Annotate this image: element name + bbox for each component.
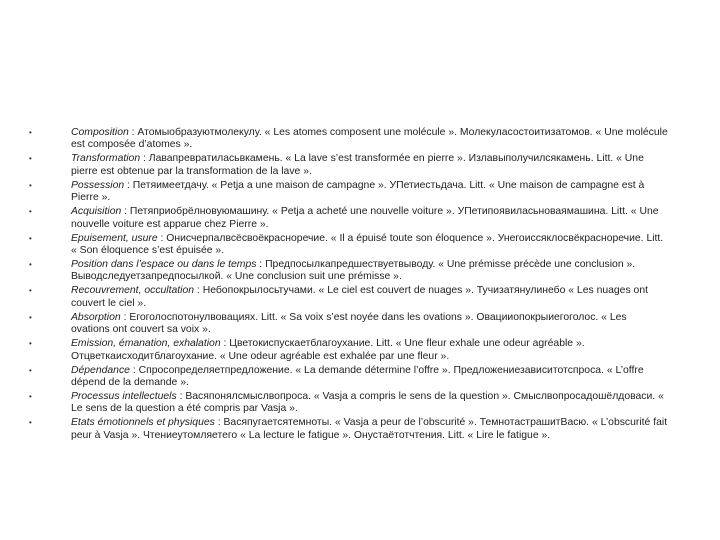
item-text: : Предпосылкапредшествуетвыводу. « Une prémisse précède une conclusion ». Выводследуетзапредпосылкой. « Une conclusion suit une prémisse ». — [71, 259, 636, 283]
item-text: : Онисчерпалвсёсвоёкрасноречие. « Il a épuisé toute son éloquence ». Унегоиссяклосвёкрасноречие. Litt. « Son éloquence s’est épuisée ». — [71, 232, 664, 257]
bullet-icon: • — [29, 365, 32, 375]
list-item — [0, 312, 720, 337]
item-term: Processus intellectuels — [71, 391, 177, 403]
item-text: : Васяпонялсмыслвопроса. « Vasja a compris le sens de la question ». Смыслвопросадошёлдоваси. « Le sens de la question a été compris par Vasja ». — [71, 391, 664, 415]
item-text: : Егоголоспотонулвовациях. Litt. « Sa voix s’est noyée dans les ovations ». Овацииопокрыиегоголос. « Les ovations ont couvert sa voix ». — [71, 311, 627, 336]
list-item — [0, 153, 720, 178]
list-item — [0, 338, 720, 363]
bullet-icon: • — [29, 260, 32, 270]
list-item — [0, 365, 720, 390]
bullet-icon: • — [29, 154, 32, 164]
list-item — [0, 417, 720, 442]
list-item — [0, 259, 720, 284]
bullet-icon: • — [29, 418, 32, 428]
item-term: Possession — [71, 179, 125, 191]
list-item — [0, 285, 720, 310]
item-term: Dépendance — [71, 364, 130, 376]
bullet-icon: • — [29, 286, 32, 296]
bullet-icon: • — [29, 312, 32, 322]
item-term: Acquisition — [71, 206, 122, 218]
item-term: Epuisement, usure — [71, 232, 158, 244]
item-text: : Атомыобразуютмолекулу. « Les atomes composent une molécule ». Молекуласостоитизатомов. « Une molécule est composée d’atomes ». — [71, 127, 668, 151]
bullet-icon: • — [29, 392, 32, 402]
list-item — [0, 180, 720, 205]
item-text: : Цветокиспускаетблагоухание. Litt. « Une fleur exhale une odeur agréable ». Отцветкаисходитблагоухание. « Une odeur agréable est exhalée par une fleur ». — [71, 338, 585, 362]
item-text: : Петяимеетдачу. « Petja a une maison de campagne ». УПетиестьдача. Litt. « Une maison de campagne est à Pierre ». — [71, 179, 645, 204]
list-item — [0, 233, 720, 258]
bullet-icon: • — [29, 233, 32, 243]
item-term: Etats émotionnels et physiques — [71, 417, 215, 429]
item-term: Absorption — [71, 311, 121, 323]
semantic-relations-list — [0, 127, 720, 444]
item-term: Composition — [71, 127, 129, 138]
item-text: : Петяприобрёлновуюмашину. « Petja a acheté une nouvelle voiture ». УПетипоявиласьноваямашина. Litt. « Une nouvelle voiture est apparue chez Pierre ». — [71, 206, 659, 230]
list-item — [0, 206, 720, 231]
item-term: Transformation — [71, 153, 141, 165]
bullet-icon: • — [29, 128, 32, 137]
bullet-icon: • — [29, 339, 32, 349]
item-text: : Лавапревратиласьвкамень. « La lave s’est transformée en pierre ». Излавыполучилсякамень. Litt. « Une pierre est obtenue par la transformation de la lave ». — [71, 153, 644, 177]
item-term: Recouvrement, occultation — [71, 285, 195, 297]
item-text: : Спросопределяетпредложение. « La demande détermine l’offre ». Предложениезависитотспроса. « L’offre dépend de la demande ». — [71, 364, 644, 389]
bullet-icon: • — [29, 207, 32, 217]
item-term: Position dans l’espace ou dans le temps — [71, 259, 257, 271]
item-text: : Небопокрылосьтучами. « Le ciel est couvert de nuages ». Тучизатянулинебо « Les nuages ont couvert le ciel ». — [71, 285, 648, 309]
item-text: : Васяпугаетсятемноты. « Vasja a peur de l’obscurité ». ТемнотастрашитВасю. « L’obscurité fait peur à Vasja ». Чтениеутомляетего « La lecture le fatigue ». Онустаётотчтения. Litt. « Lire le fatigue ». — [71, 417, 668, 441]
list-item — [0, 127, 720, 152]
list-item — [0, 391, 720, 416]
item-term: Emission, émanation, exhalation — [71, 338, 221, 350]
bullet-icon: • — [29, 180, 32, 190]
